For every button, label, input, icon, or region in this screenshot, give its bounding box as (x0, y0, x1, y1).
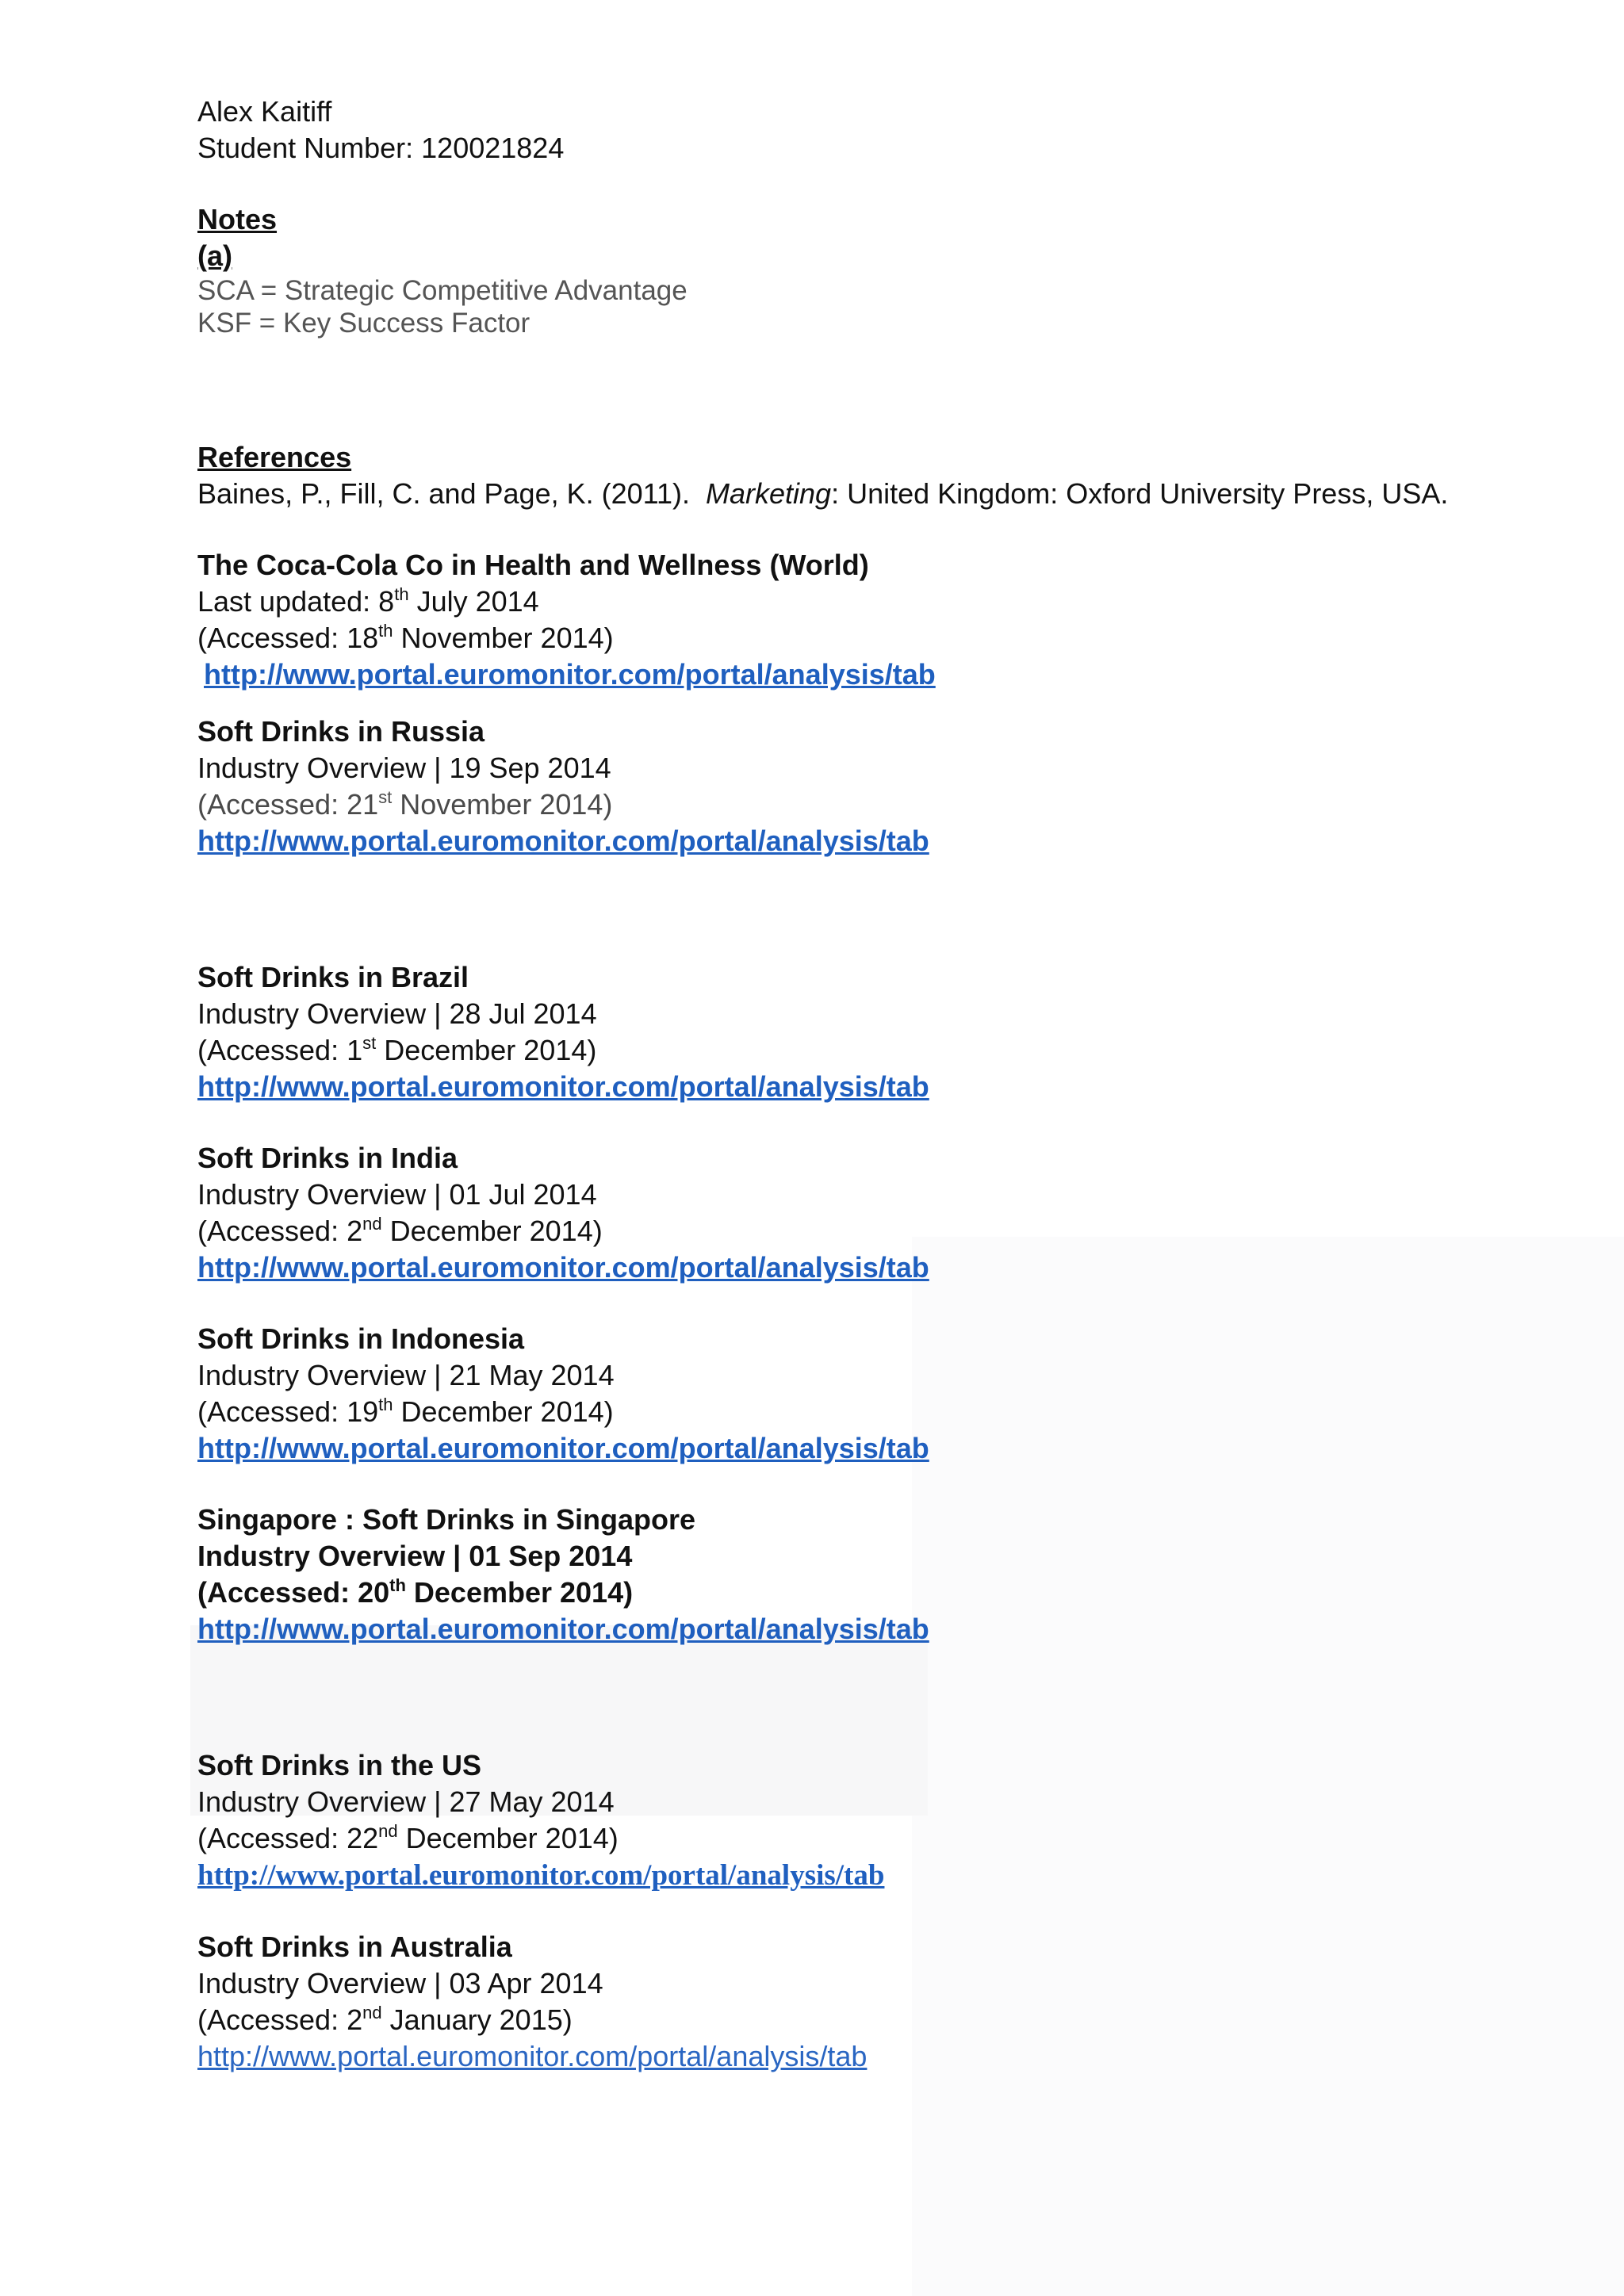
reference-entry-russia (197, 714, 1545, 859)
entry-accessed: (Accessed: 21st November 2014) (197, 787, 613, 821)
note-sca: SCA = Strategic Competitive Advantage (197, 275, 688, 306)
entry-overview: Industry Overview | 21 May 2014 (197, 1359, 615, 1391)
entry-overview: Industry Overview | 27 May 2014 (197, 1785, 615, 1818)
entry-title: Soft Drinks in India (197, 1142, 458, 1174)
entry-url-link[interactable]: http://www.portal.euromonitor.com/portal/analysis/tab (197, 1070, 929, 1103)
entry-accessed: (Accessed: 1st December 2014) (197, 1033, 597, 1066)
entry-url-link[interactable]: http://www.portal.euromonitor.com/portal/analysis/tab (197, 2040, 868, 2072)
reference-entry-brazil (197, 959, 1545, 1105)
reference-entry-us (197, 1747, 1545, 1894)
note-ksf: KSF = Key Success Factor (197, 308, 530, 339)
entry-accessed: (Accessed: 22nd December 2014) (197, 1821, 619, 1854)
entry-url-link[interactable]: http://www.portal.euromonitor.com/portal/analysis/tab (197, 1251, 929, 1284)
entry-accessed: (Accessed: 2nd December 2014) (197, 1214, 603, 1247)
reference-entry-india (197, 1140, 1545, 1286)
entry-overview: Industry Overview | 01 Jul 2014 (197, 1178, 597, 1211)
entry-title: Soft Drinks in Russia (197, 715, 485, 748)
entry-updated: Last updated: 8th July 2014 (197, 584, 539, 618)
entry-overview: Industry Overview | 28 Jul 2014 (197, 997, 597, 1030)
entry-accessed: (Accessed: 20th December 2014) (197, 1575, 634, 1609)
reference-entry-australia (197, 1929, 1545, 2075)
entry-title: Singapore : Soft Drinks in Singapore (197, 1503, 696, 1536)
document-body (197, 94, 1545, 2075)
reference-entry-coca-cola (197, 547, 1545, 693)
entry-url-link[interactable]: http://www.portal.euromonitor.com/portal/analysis/tab (197, 1613, 929, 1645)
entry-title: Soft Drinks in the US (197, 1749, 482, 1781)
entry-url-link[interactable]: http://www.portal.euromonitor.com/portal/analysis/tab (197, 1859, 885, 1892)
entry-title: The Coca-Cola Co in Health and Wellness (World) (197, 549, 869, 581)
reference-baines (197, 476, 1545, 512)
references-heading: References (197, 441, 352, 473)
entry-url-link[interactable]: http://www.portal.euromonitor.com/portal/analysis/tab (197, 825, 929, 857)
entry-title: Soft Drinks in Australia (197, 1931, 512, 1963)
entry-accessed: (Accessed: 2nd January 2015) (197, 2003, 573, 2036)
notes-heading: Notes (197, 203, 278, 235)
entry-url-link[interactable]: http://www.portal.euromonitor.com/portal/analysis/tab (197, 1432, 929, 1464)
notes-subheading: (a) (197, 239, 232, 272)
entry-overview: Industry Overview | 01 Sep 2014 (197, 1540, 633, 1572)
author-name: Alex Kaitiff (197, 95, 332, 128)
entry-accessed: (Accessed: 18th November 2014) (197, 621, 614, 654)
entry-overview: Industry Overview | 03 Apr 2014 (197, 1967, 603, 1999)
baines-authors: Baines, P., Fill, C. and Page, K. (2011). (197, 477, 690, 510)
reference-entry-indonesia (197, 1321, 1545, 1467)
reference-entry-singapore (197, 1502, 1545, 1647)
student-number: Student Number: 120021824 (197, 132, 565, 164)
baines-title: Marketing (706, 477, 832, 510)
entry-title: Soft Drinks in Brazil (197, 961, 469, 993)
baines-publisher: : United Kingdom: Oxford University Press, USA. (831, 477, 1449, 510)
entry-accessed: (Accessed: 19th December 2014) (197, 1395, 614, 1428)
entry-overview: Industry Overview | 19 Sep 2014 (197, 752, 611, 784)
entry-title: Soft Drinks in Indonesia (197, 1322, 525, 1355)
entry-url-link[interactable]: http://www.portal.euromonitor.com/portal/analysis/tab (204, 658, 936, 691)
